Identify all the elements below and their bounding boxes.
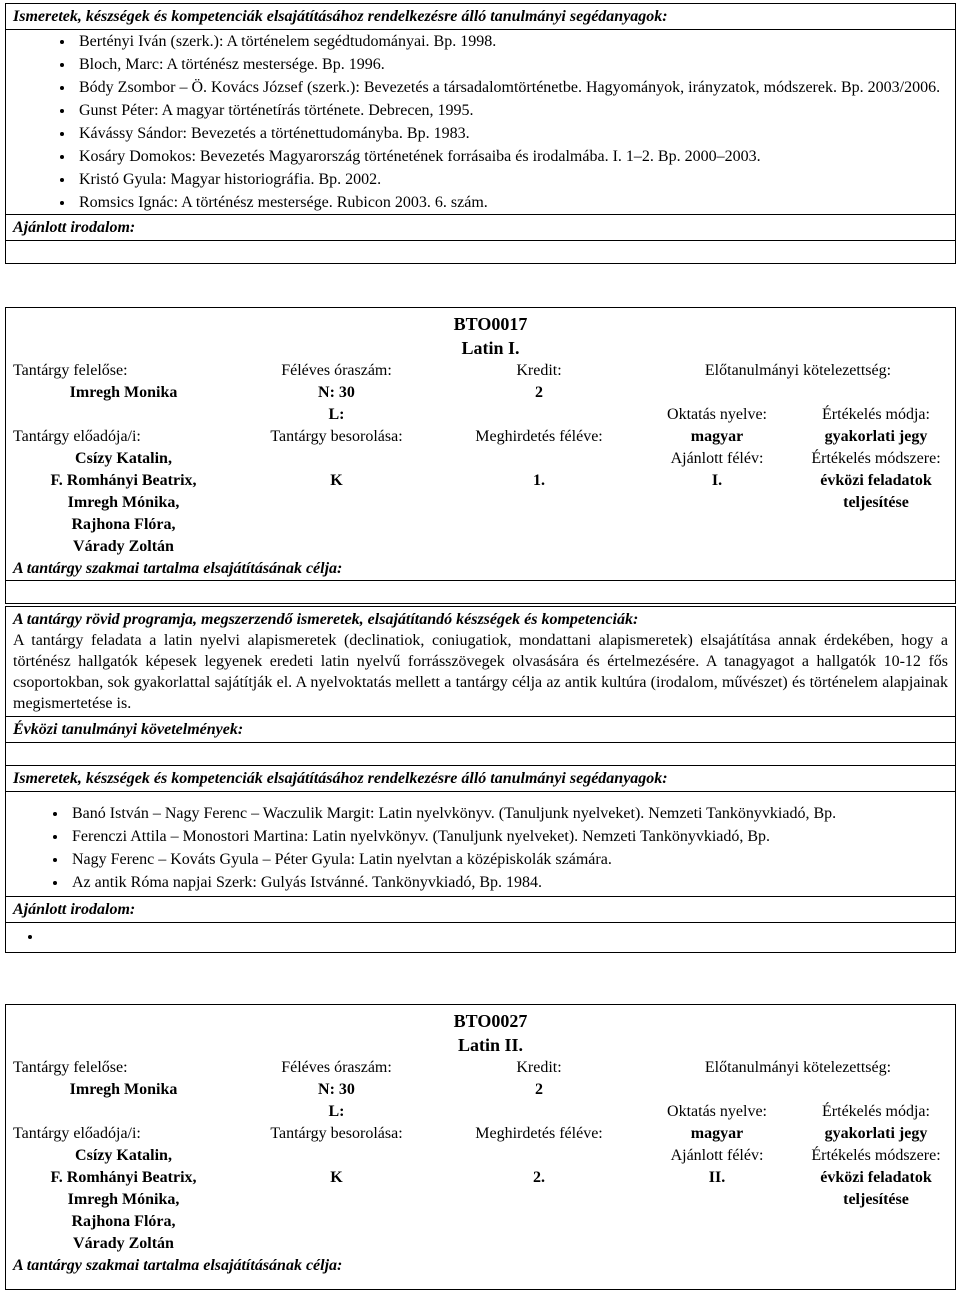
method-value: évközi feladatok teljesítése <box>820 472 932 511</box>
hours-l: L: <box>328 1103 345 1120</box>
recommended-list <box>13 925 948 948</box>
lecturer-name: Imregh Mónika, <box>67 1191 180 1208</box>
semester-label: Meghirdetés féléve: <box>475 1125 603 1142</box>
recommended-semester-label: Ajánlott félév: <box>670 450 764 467</box>
method-label: Értékelés módszere: <box>811 1147 941 1164</box>
goal-label: A tantárgy szakmai tartalma elsajátításának célja: <box>13 560 343 577</box>
lecturer-name: F. Romhányi Beatrix, <box>50 472 197 489</box>
program-box <box>5 606 956 953</box>
responsible-name: Imregh Monika <box>69 1081 178 1098</box>
list-item: • Bloch, Marc: A történész mestersége. Bp. 1996. <box>75 53 948 76</box>
list-item: • Banó István – Nagy Ferenc – Waczulik Margit: Latin nyelvkönyv. (Tanuljunk nyelveket). Nemzeti Tankönyvkiadó, Bp. <box>68 802 948 825</box>
program-text: A tantárgy feladata a latin nyelvi alapismeretek (declinatiok, coniugatiok, mondattani alapismeretek) elsajátítása annak érdekében, hogy a történész hallgatók képesek legyenek eredeti latin nyelvű forrásszövegek olvasására és értelmezésére. A tanagyagot a hallgatók 10-12 fős csoportokban, sok gyakorlattal sajátítják el. A nyelvoktatás mellett a tantárgy célja az antik kultúra (irodalom, művészet) és történelem alapjainak megismertetése is. <box>13 632 948 712</box>
evaluation-value: gyakorlati jegy <box>824 1125 928 1142</box>
lecturer-name: Várady Zoltán <box>73 1235 174 1252</box>
type-value: K <box>330 472 343 489</box>
lecturer-name: Rajhona Flóra, <box>71 516 176 533</box>
lecturer-name: F. Romhányi Beatrix, <box>50 1169 197 1186</box>
resources-heading: Ismeretek, készségek és kompetenciák elsajátításához rendelkezésre álló tanulmányi segédanyagok: <box>6 766 956 792</box>
list-item: • Ferenczi Attila – Monostori Martina: Latin nyelvkönyv. (Tanuljunk nyelveket). Nemzeti Tankönyvkiadó, Bp. <box>68 825 948 848</box>
course-table-1 <box>5 307 956 604</box>
lecturer-name: Várady Zoltán <box>73 538 174 555</box>
list-item: • Romsics Ignác: A történész mestersége. Rubicon 2003. 6. szám. <box>75 191 948 214</box>
list-item: • Bódy Zsombor – Ö. Kovács József (szerk.): Bevezetés a társadalomtörténetbe. Hagyományok, irányzatok, módszerek. Bp. 2003/2006. <box>75 76 948 99</box>
recommended-semester-value: II. <box>708 1169 726 1186</box>
language-value: magyar <box>690 1125 744 1142</box>
prereq-label: Előtanulmányi kötelezettség: <box>704 362 892 379</box>
resources-heading: Ismeretek, készségek és kompetenciák elsajátításához rendelkezésre álló tanulmányi segédanyagok: <box>6 4 956 30</box>
language-value: magyar <box>690 428 744 445</box>
evaluation-label: Értékelés módja: <box>822 406 930 423</box>
hours-n: N: 30 <box>318 1081 355 1098</box>
requirements-empty <box>6 743 956 766</box>
language-label: Oktatás nyelve: <box>667 1103 767 1120</box>
lecturer-name: Rajhona Flóra, <box>71 1213 176 1230</box>
list-item: • Kávássy Sándor: Bevezetés a történettudományba. Bp. 1983. <box>75 122 948 145</box>
lecturer-name: Csízy Katalin, <box>75 450 172 467</box>
hours-label: Féléves óraszám: <box>281 362 392 379</box>
list-item: • Kosáry Domokos: Bevezetés Magyarország történetének forrásaiba és irodalmába. I. 1–2. Bp. 2000–2003. <box>75 145 948 168</box>
responsible-name: Imregh Monika <box>69 384 178 401</box>
program-heading: A tantárgy rövid programja, megszerzendő ismeretek, elsajátítandó készségek és kompetenciák: <box>13 611 639 628</box>
goal-empty <box>6 581 956 604</box>
requirements-heading: Évközi tanulmányi követelmények: <box>6 717 956 743</box>
lecturer-name: Csízy Katalin, <box>75 1147 172 1164</box>
hours-n: N: 30 <box>318 384 355 401</box>
list-item: • Gunst Péter: A magyar történetírás története. Debrecen, 1995. <box>75 99 948 122</box>
method-label: Értékelés módszere: <box>811 450 941 467</box>
recommended-semester-value: I. <box>711 472 723 489</box>
lecturer-label: Tantárgy előadója/i: <box>13 428 141 445</box>
goal-label: A tantárgy szakmai tartalma elsajátításának célja: <box>13 1257 343 1274</box>
language-label: Oktatás nyelve: <box>667 406 767 423</box>
type-label: Tantárgy besorolása: <box>270 1125 403 1142</box>
course-table-2 <box>5 1004 956 1290</box>
recommended-empty <box>6 241 956 264</box>
list-item: • Bertényi Iván (szerk.): A történelem segédtudományai. Bp. 1998. <box>75 30 948 53</box>
hours-label: Féléves óraszám: <box>281 1059 392 1076</box>
semester-value: 1. <box>533 472 545 489</box>
lecturer-name: Imregh Mónika, <box>67 494 180 511</box>
credit-label: Kredit: <box>516 1059 562 1076</box>
credit-value: 2 <box>535 1081 543 1098</box>
recommended-heading: Ajánlott irodalom: <box>6 215 956 241</box>
semester-value: 2. <box>533 1169 545 1186</box>
type-value: K <box>330 1169 343 1186</box>
hours-l: L: <box>328 406 345 423</box>
list-item: • Az antik Róma napjai Szerk: Gulyás Istvánné. Tankönyvkiadó, Bp. 1984. <box>68 871 948 894</box>
responsible-label: Tantárgy felelőse: <box>13 1059 128 1076</box>
list-item: • Kristó Gyula: Magyar historiográfia. Bp. 2002. <box>75 168 948 191</box>
lecturer-label: Tantárgy előadója/i: <box>13 1125 141 1142</box>
resources-box-1 <box>5 3 956 264</box>
list-item: • Nagy Ferenc – Kováts Gyula – Péter Gyula: Latin nyelvtan a középiskolák számára. <box>68 848 948 871</box>
list-item <box>43 925 948 948</box>
recommended-heading: Ajánlott irodalom: <box>6 897 956 923</box>
responsible-label: Tantárgy felelőse: <box>13 362 128 379</box>
semester-label: Meghirdetés féléve: <box>475 428 603 445</box>
type-label: Tantárgy besorolása: <box>270 428 403 445</box>
credit-label: Kredit: <box>516 362 562 379</box>
method-value: évközi feladatok teljesítése <box>820 1169 932 1208</box>
course-name: Latin II. <box>457 1035 524 1055</box>
recommended-semester-label: Ajánlott félév: <box>670 1147 764 1164</box>
credit-value: 2 <box>535 384 543 401</box>
course-code: BTO0017 <box>453 314 528 334</box>
resource-list <box>13 30 948 214</box>
evaluation-value: gyakorlati jegy <box>824 428 928 445</box>
evaluation-label: Értékelés módja: <box>822 1103 930 1120</box>
resource-list <box>13 802 948 894</box>
course-name: Latin I. <box>461 338 520 358</box>
course-code: BTO0027 <box>453 1011 528 1031</box>
prereq-label: Előtanulmányi kötelezettség: <box>704 1059 892 1076</box>
